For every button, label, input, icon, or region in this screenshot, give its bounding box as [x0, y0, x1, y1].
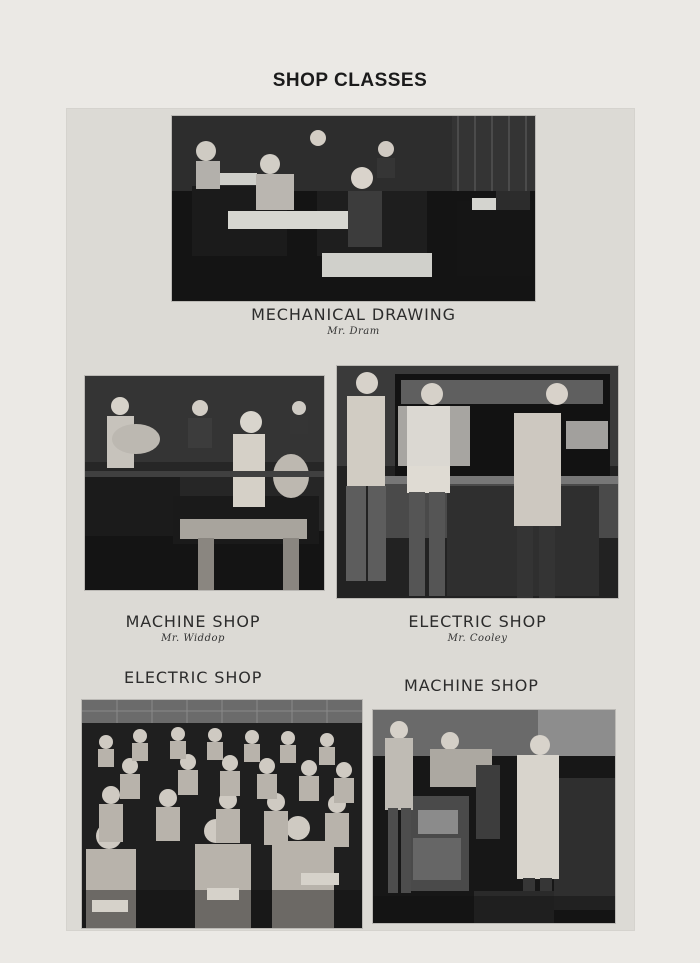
mechanical-drawing-instructor: Mr. Dram	[327, 326, 380, 337]
electric-shop-instructor: Mr. Cooley	[447, 633, 508, 644]
mechanical-drawing-title: MECHANICAL DRAWING	[251, 305, 456, 324]
electric-shop-photo-bottom	[82, 700, 362, 928]
mechanical-drawing-caption	[230, 306, 477, 338]
electric-shop-title-top: ELECTRIC SHOP	[408, 612, 547, 631]
machine-shop-title-bottom: MACHINE SHOP	[404, 676, 539, 695]
electric-shop-caption-top	[390, 613, 565, 645]
page-title: SHOP CLASSES	[272, 70, 428, 91]
mechanical-drawing-photo	[172, 116, 535, 301]
electric-shop-title-bottom: ELECTRIC SHOP	[124, 668, 263, 687]
machine-shop-instructor: Mr. Widdop	[161, 633, 225, 644]
machine-shop-photo-bottom	[373, 710, 615, 923]
machine-shop-title-top: MACHINE SHOP	[125, 612, 261, 631]
electric-shop-photo-top	[337, 366, 618, 598]
photo-panel	[66, 108, 635, 931]
machine-shop-photo-top	[85, 376, 324, 590]
machine-shop-caption-top	[113, 613, 273, 645]
